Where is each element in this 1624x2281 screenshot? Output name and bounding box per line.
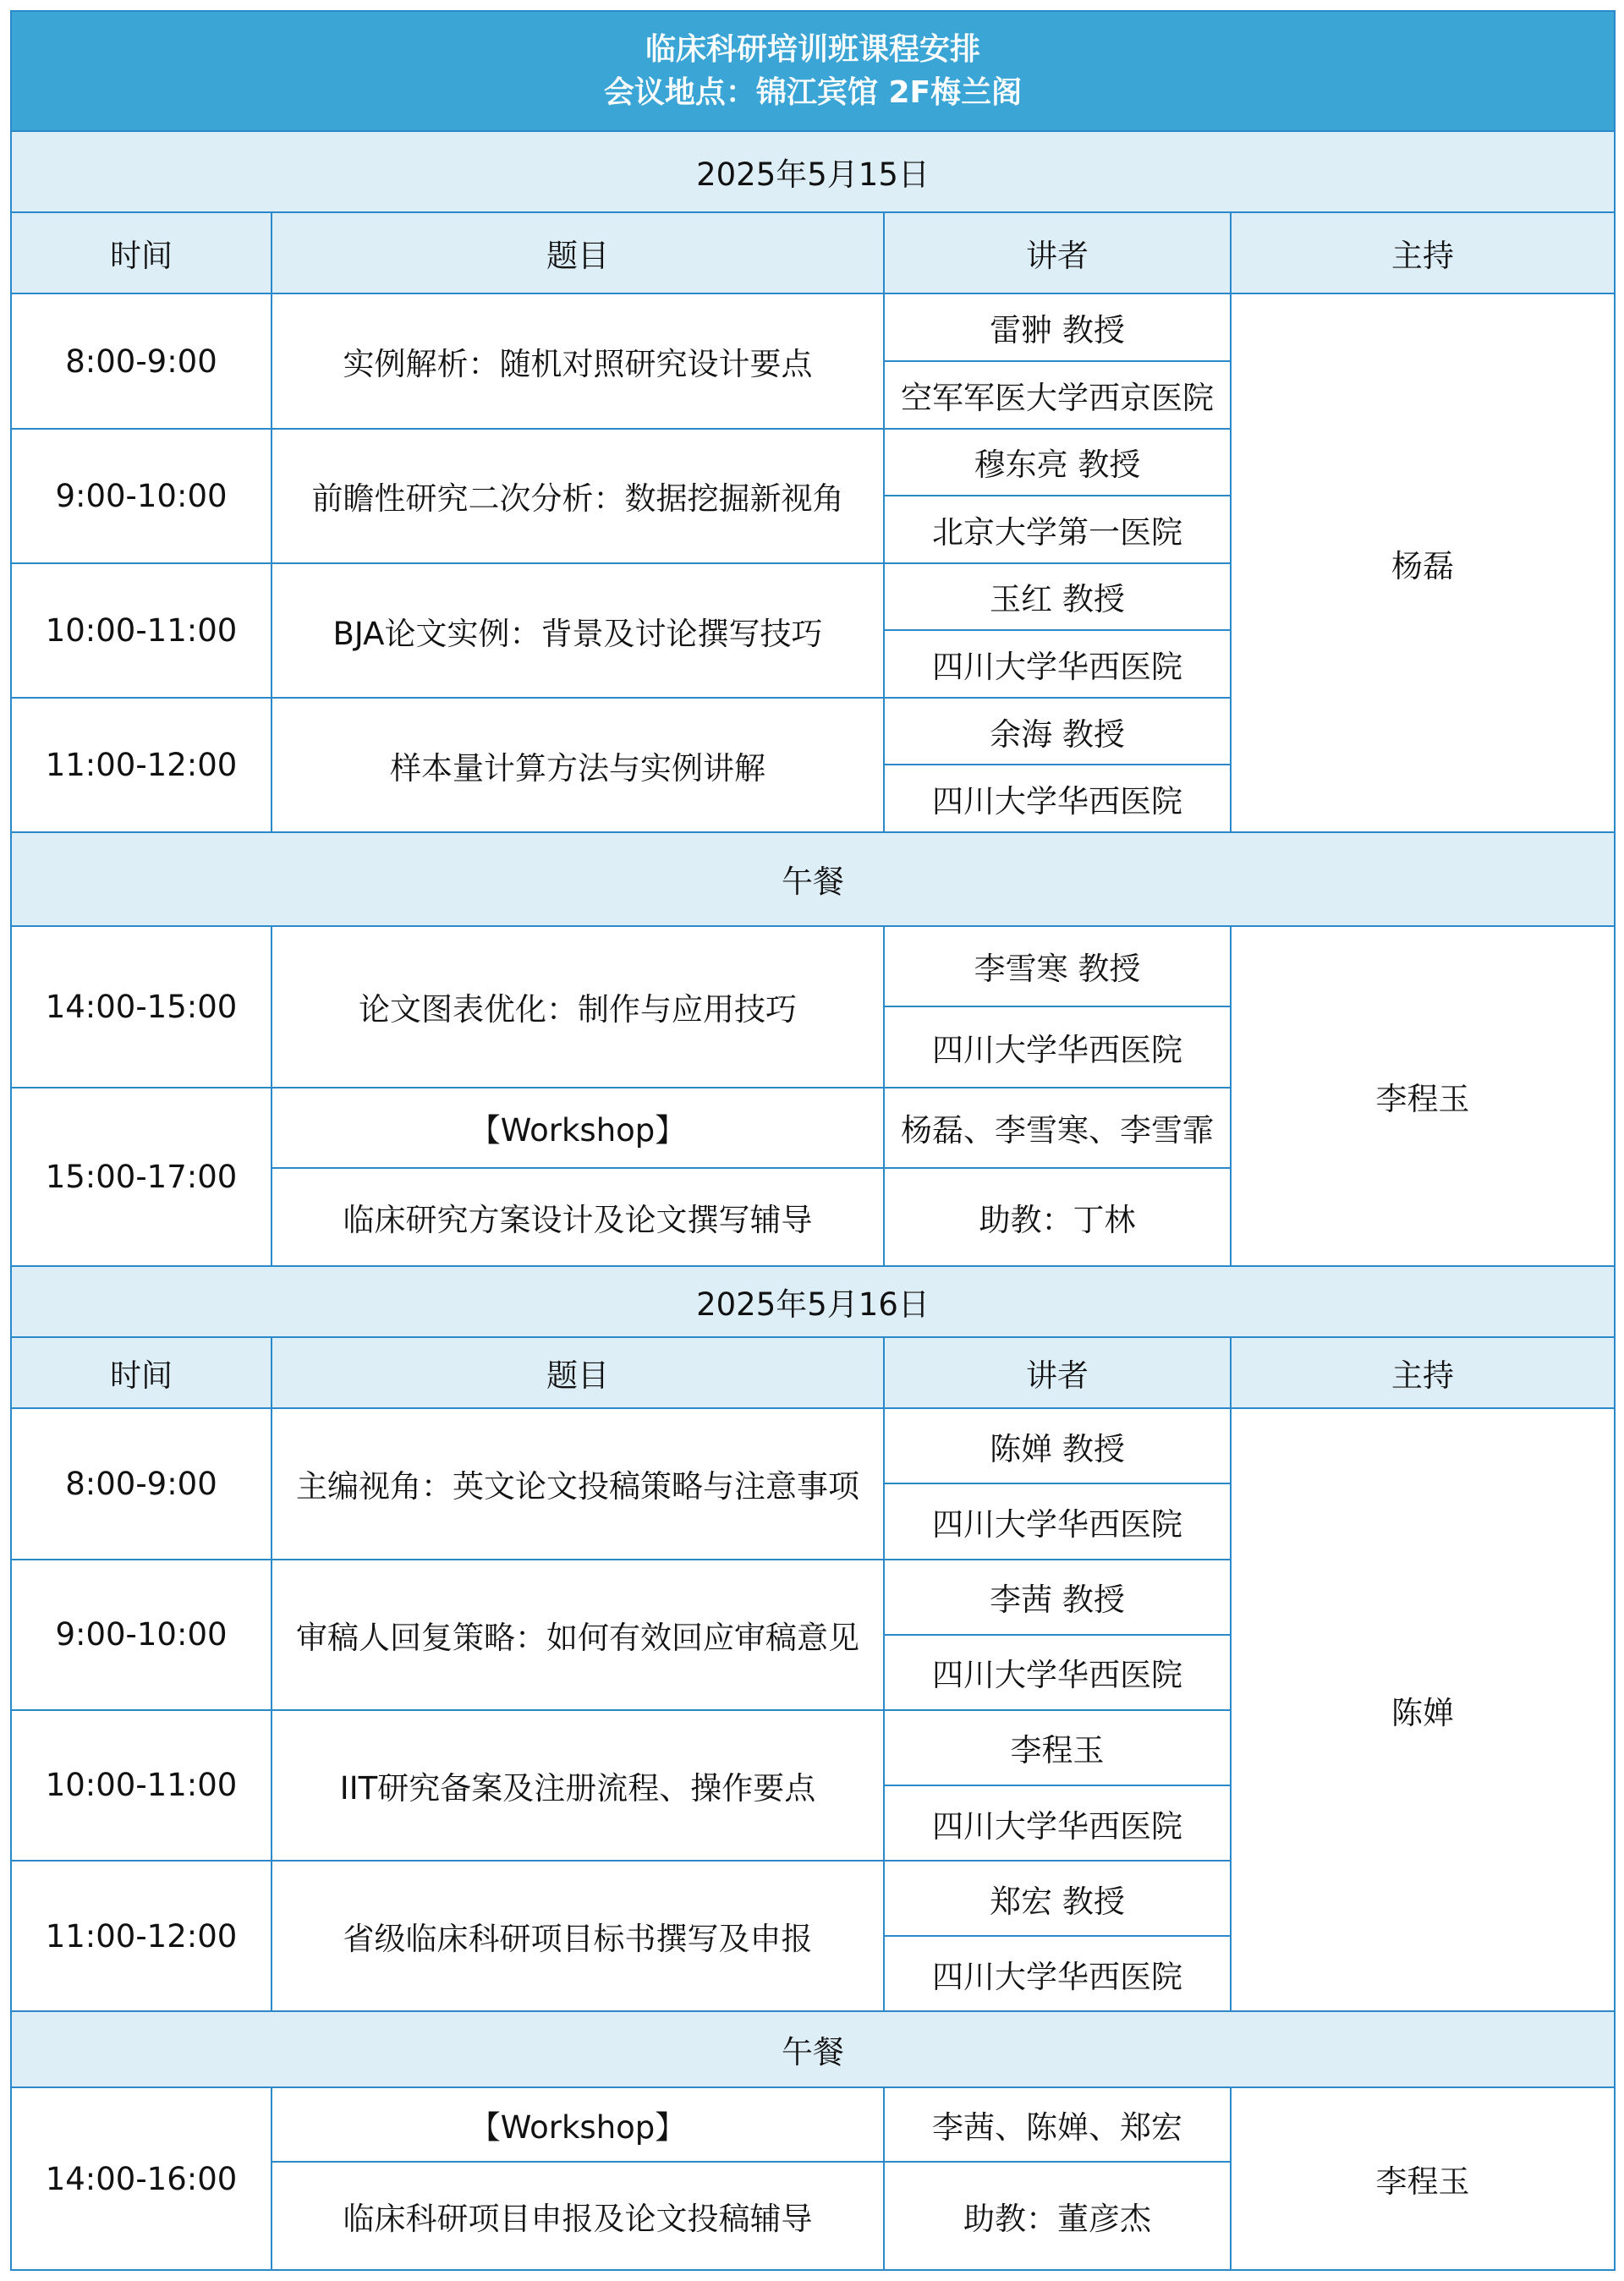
speaker-affiliation: 四川大学华西医院 [884, 765, 1231, 832]
host-name: 陈婵 [1231, 1408, 1615, 2011]
col-header-host: 主持 [1231, 1337, 1615, 1408]
speaker-name: 李程玉 [884, 1710, 1231, 1785]
session-topic: 省级临床科研项目标书撰写及申报 [272, 1861, 884, 2011]
session-time: 9:00-10:00 [11, 1560, 272, 1710]
session-topic: 前瞻性研究二次分析：数据挖掘新视角 [272, 429, 884, 563]
col-header-speaker: 讲者 [884, 1337, 1231, 1408]
session-time: 15:00-17:00 [11, 1088, 272, 1266]
speaker-affiliation: 空军军医大学西京医院 [884, 361, 1231, 429]
session-time: 9:00-10:00 [11, 429, 272, 563]
day1-date: 2025年5月15日 [11, 131, 1615, 212]
col-header-topic: 题目 [272, 212, 884, 293]
speaker-affiliation: 四川大学华西医院 [884, 1483, 1231, 1559]
host-name: 李程玉 [1231, 926, 1615, 1267]
speaker-name: 李茜 教授 [884, 1560, 1231, 1635]
workshop-title: 【Workshop】 [272, 2087, 884, 2161]
session-time: 10:00-11:00 [11, 563, 272, 698]
speaker-name: 穆东亮 教授 [884, 429, 1231, 496]
col-header-speaker: 讲者 [884, 212, 1231, 293]
host-name: 李程玉 [1231, 2087, 1615, 2270]
session-time: 11:00-12:00 [11, 1861, 272, 2011]
session-topic: 论文图表优化：制作与应用技巧 [272, 926, 884, 1088]
speaker-affiliation: 北京大学第一医院 [884, 496, 1231, 563]
schedule-table [10, 10, 1616, 2271]
workshop-speakers: 杨磊、李雪寒、李雪霏 [884, 1088, 1231, 1168]
speaker-affiliation: 四川大学华西医院 [884, 1006, 1231, 1088]
session-time: 14:00-15:00 [11, 926, 272, 1088]
workshop-topic: 临床研究方案设计及论文撰写辅导 [272, 1168, 884, 1266]
session-topic: 审稿人回复策略：如何有效回应审稿意见 [272, 1560, 884, 1710]
day2-date: 2025年5月16日 [11, 1266, 1615, 1337]
speaker-affiliation: 四川大学华西医院 [884, 1635, 1231, 1710]
session-topic: 实例解析：随机对照研究设计要点 [272, 293, 884, 428]
speaker-affiliation: 四川大学华西医院 [884, 1785, 1231, 1861]
schedule-sheet [10, 10, 1614, 2271]
speaker-affiliation: 四川大学华西医院 [884, 630, 1231, 698]
session-time: 11:00-12:00 [11, 698, 272, 832]
speaker-name: 陈婵 教授 [884, 1408, 1231, 1483]
workshop-speakers: 李茜、陈婵、郑宏 [884, 2087, 1231, 2161]
session-topic: 样本量计算方法与实例讲解 [272, 698, 884, 832]
col-header-time: 时间 [11, 212, 272, 293]
workshop-assistant: 助教：董彦杰 [884, 2162, 1231, 2270]
speaker-name: 玉红 教授 [884, 563, 1231, 630]
col-header-topic: 题目 [272, 1337, 884, 1408]
lunch-break: 午餐 [11, 832, 1615, 925]
session-topic: BJA论文实例：背景及讨论撰写技巧 [272, 563, 884, 698]
speaker-affiliation: 四川大学华西医院 [884, 1936, 1231, 2011]
workshop-assistant: 助教：丁林 [884, 1168, 1231, 1266]
speaker-name: 雷翀 教授 [884, 293, 1231, 360]
session-time: 14:00-16:00 [11, 2087, 272, 2270]
table-header [11, 11, 1615, 131]
session-time: 8:00-9:00 [11, 293, 272, 428]
session-topic: IIT研究备案及注册流程、操作要点 [272, 1710, 884, 1861]
workshop-topic: 临床科研项目申报及论文投稿辅导 [272, 2162, 884, 2270]
speaker-name: 余海 教授 [884, 698, 1231, 765]
col-header-time: 时间 [11, 1337, 272, 1408]
schedule-title: 临床科研培训班课程安排 [645, 31, 980, 67]
host-name: 杨磊 [1231, 293, 1615, 832]
workshop-title: 【Workshop】 [272, 1088, 884, 1168]
session-topic: 主编视角：英文论文投稿策略与注意事项 [272, 1408, 884, 1559]
lunch-break: 午餐 [11, 2011, 1615, 2087]
venue-line: 会议地点：锦江宾馆 2F梅兰阁 [603, 75, 1023, 111]
col-header-host: 主持 [1231, 212, 1615, 293]
session-time: 10:00-11:00 [11, 1710, 272, 1861]
session-time: 8:00-9:00 [11, 1408, 272, 1559]
speaker-name: 郑宏 教授 [884, 1861, 1231, 1936]
speaker-name: 李雪寒 教授 [884, 926, 1231, 1006]
